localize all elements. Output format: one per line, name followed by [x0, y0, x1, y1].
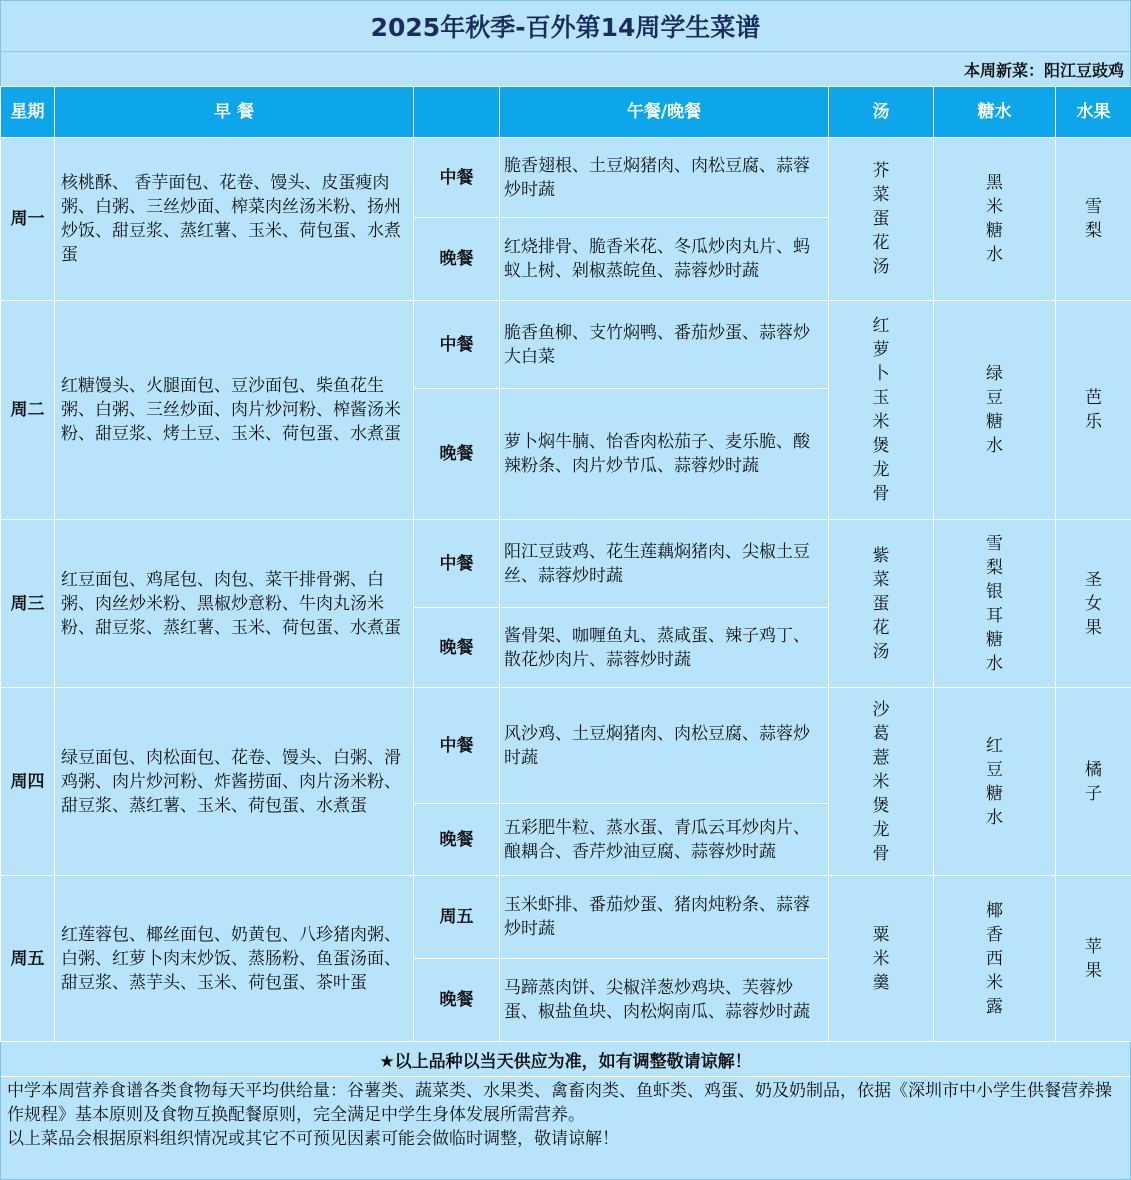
fruit-cell: 芭乐 [1056, 301, 1131, 520]
dinner-label: 晚餐 [414, 608, 500, 688]
header-breakfast: 早 餐 [55, 87, 414, 138]
dinner-dishes: 马蹄蒸肉饼、尖椒洋葱炒鸡块、芙蓉炒蛋、椒盐鱼块、肉松焖南瓜、蒜蓉炒时蔬 [500, 959, 829, 1042]
dinner-dishes: 酱骨架、咖喱鱼丸、蒸咸蛋、辣子鸡丁、散花炒肉片、蒜蓉炒时蔬 [500, 608, 829, 688]
breakfast-cell: 绿豆面包、肉松面包、花卷、馒头、白粥、滑鸡粥、肉片炒河粉、炸酱捞面、肉片汤米粉、甜豆浆、蒸红薯、玉米、荷包蛋、水煮蛋 [55, 688, 414, 876]
lunch-label: 中餐 [414, 301, 500, 389]
sweet-cell: 雪梨银耳糖水 [934, 520, 1056, 688]
dinner-dishes: 五彩肥牛粒、蒸水蛋、青瓜云耳炒肉片、酿耦合、香芹炒油豆腐、蒜蓉炒时蔬 [500, 804, 829, 876]
day-label: 周一 [1, 138, 55, 301]
table-row [1, 301, 1131, 389]
page-title: 2025年秋季-百外第14周学生菜谱 [1, 1, 1130, 52]
lunch-label: 中餐 [414, 520, 500, 608]
soup-cell: 红萝卜玉米煲龙骨 [829, 301, 934, 520]
table-row [1, 688, 1131, 804]
header-sweet: 糖水 [934, 87, 1056, 138]
new-dish-note: 本周新菜：阳江豆豉鸡 [963, 60, 1124, 80]
sweet-cell: 椰香西米露 [934, 876, 1056, 1042]
dinner-label: 晚餐 [414, 804, 500, 876]
nutrition-footer [1, 1077, 1130, 1151]
sweet-cell: 绿豆糖水 [934, 301, 1056, 520]
breakfast-cell: 红豆面包、鸡尾包、肉包、菜干排骨粥、白粥、肉丝炒米粉、黑椒炒意粉、牛肉丸汤米粉、甜豆浆、蒸红薯、玉米、荷包蛋、水煮蛋 [55, 520, 414, 688]
sweet-cell: 红豆糖水 [934, 688, 1056, 876]
day-label: 周五 [1, 876, 55, 1042]
breakfast-cell: 核桃酥、 香芋面包、花卷、馒头、皮蛋瘦肉粥、白粥、三丝炒面、榨菜肉丝汤米粉、扬州炒饭、甜豆浆、蒸红薯、玉米、荷包蛋、水煮蛋 [55, 138, 414, 301]
header-row [1, 87, 1131, 138]
header-day: 星期 [1, 87, 55, 138]
dinner-label: 晚餐 [414, 959, 500, 1042]
soup-cell: 芥菜蛋花汤 [829, 138, 934, 301]
sweet-cell: 黑米糖水 [934, 138, 1056, 301]
header-fruit: 水果 [1056, 87, 1131, 138]
lunch-dishes: 脆香翅根、土豆焖猪肉、肉松豆腐、蒜蓉炒时蔬 [500, 138, 829, 218]
header-lunch-dinner: 午餐/晚餐 [500, 87, 829, 138]
fruit-cell: 橘子 [1056, 688, 1131, 876]
table-row [1, 876, 1131, 959]
menu-table [0, 86, 1131, 1042]
soup-cell: 沙葛薏米煲龙骨 [829, 688, 934, 876]
day-label: 周四 [1, 688, 55, 876]
lunch-dishes: 脆香鱼柳、支竹焖鸭、番茄炒蛋、蒜蓉炒大白菜 [500, 301, 829, 389]
fruit-cell: 雪梨 [1056, 138, 1131, 301]
table-row [1, 520, 1131, 608]
supply-notice: ★以上品种以当天供应为准，如有调整敬请谅解！ [1, 1042, 1130, 1077]
dinner-dishes: 红烧排骨、脆香米花、冬瓜炒肉丸片、蚂蚁上树、剁椒蒸皖鱼、蒜蓉炒时蔬 [500, 218, 829, 301]
lunch-label: 中餐 [414, 688, 500, 804]
lunch-dishes: 风沙鸡、土豆焖猪肉、肉松豆腐、蒜蓉炒时蔬 [500, 688, 829, 804]
footer-line-1: 中学本周营养食谱各类食物每天平均供给量：谷薯类、蔬菜类、水果类、禽畜肉类、鱼虾类、鸡蛋、奶及奶制品，依据《深圳市中小学生供餐营养操作规程》基本原则及食物互换配餐原则，完全满足中学生身体发展所需营养。 [7, 1081, 1112, 1125]
fruit-cell: 圣女果 [1056, 520, 1131, 688]
lunch-label: 周五 [414, 876, 500, 959]
lunch-label: 中餐 [414, 138, 500, 218]
fruit-cell: 苹果 [1056, 876, 1131, 1042]
dinner-label: 晚餐 [414, 389, 500, 520]
lunch-dishes: 玉米虾排、番茄炒蛋、猪肉炖粉条、蒜蓉炒时蔬 [500, 876, 829, 959]
lunch-dishes: 阳江豆豉鸡、花生莲藕焖猪肉、尖椒土豆丝、蒜蓉炒时蔬 [500, 520, 829, 608]
day-label: 周二 [1, 301, 55, 520]
soup-cell: 紫菜蛋花汤 [829, 520, 934, 688]
breakfast-cell: 红糖馒头、火腿面包、豆沙面包、柴鱼花生粥、白粥、三丝炒面、肉片炒河粉、榨酱汤米粉、甜豆浆、烤土豆、玉米、荷包蛋、水煮蛋 [55, 301, 414, 520]
footer-line-2: 以上菜品会根据原料组织情况或其它不可预见因素可能会做临时调整，敬请谅解！ [7, 1129, 619, 1149]
header-meal-type [414, 87, 500, 138]
dinner-label: 晚餐 [414, 218, 500, 301]
table-row [1, 138, 1131, 218]
soup-cell: 粟米羹 [829, 876, 934, 1042]
dinner-dishes: 萝卜焖牛腩、怡香肉松茄子、麦乐脆、酸辣粉条、肉片炒节瓜、蒜蓉炒时蔬 [500, 389, 829, 520]
breakfast-cell: 红莲蓉包、椰丝面包、奶黄包、八珍猪肉粥、白粥、红萝卜肉末炒饭、蒸肠粉、鱼蛋汤面、甜豆浆、蒸芋头、玉米、荷包蛋、茶叶蛋 [55, 876, 414, 1042]
header-soup: 汤 [829, 87, 934, 138]
day-label: 周三 [1, 520, 55, 688]
